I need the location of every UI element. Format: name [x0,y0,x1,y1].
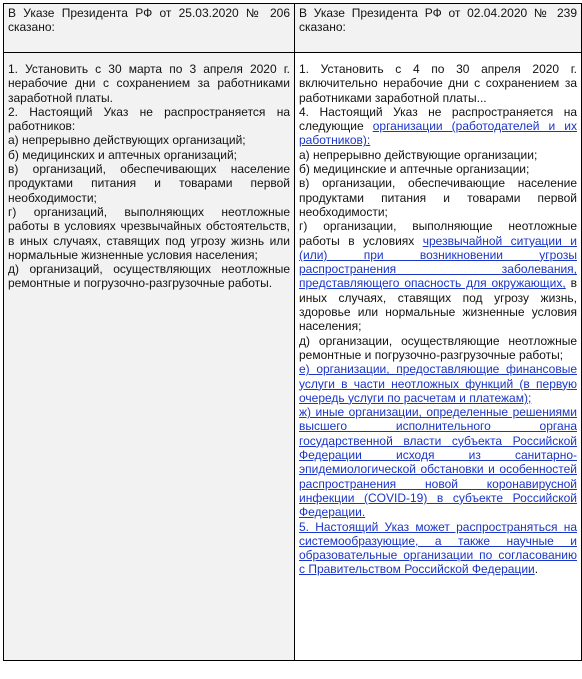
decree-239-item-zh: ж) иные организации, определенные решениями высшего исполнительного органа государственной власти субъекта Российской Федерации исходя из санитарно-эпидемиологической обстановки и особенностей распространения новой коронавирусной инфекции (COVID-19) в субъекте Российской Федерации. [299,405,577,520]
item-g-suffix: в иных случаях, ставящих под угрозу жизнь, здоровье или нормальные жизненные условия населения; [299,276,577,334]
decree-206-item-a: а) непрерывно действующих организаций; [8,133,246,148]
decree-206-text [4,53,295,661]
decree-206-item-1: 1. Установить с 30 марта по 3 апреля 2020 г. нерабочие дни с сохранением за работниками заработной платы. [8,62,290,105]
decree-206-item-v: в) организаций, обеспечивающих население продуктами питания и товарами первой необходимости; [8,162,290,205]
spacer [299,54,577,62]
changed-text-emergency: чрезвычайной ситуации и (или) при возникновении угрозы распространения заболевания, представляющего опасность для окружающих, [299,233,577,291]
content-row [4,53,582,661]
header-decree-206: В Указе Президента РФ от 25.03.2020 № 206 сказано: [4,4,295,53]
decree-239-item-1: 1. Установить с 4 по 30 апреля 2020 г. включительно нерабочие дни с сохранением за работниками заработной платы... [299,62,577,105]
item-5-period: . [534,562,539,577]
comparison-table [3,3,582,661]
decree-239-item-e: е) организации, предоставляющие финансовые услуги в части неотложных функций (в первую очередь услуги по расчетам и платежам); [299,362,577,405]
decree-239-item-v: в) организации, обеспечивающие население продуктами питания и товарами первой необходимости; [299,176,577,219]
spacer [8,54,290,62]
changed-text-organizations: организации (работодателей и их работников): [299,119,578,148]
decree-239-text [295,53,582,661]
decree-206-item-b: б) медицинских и аптечных организаций; [8,147,237,162]
decree-239-item-5 [299,520,577,577]
decree-239-item-d: д) организации, осуществляющие неотложные ремонтные и погрузочно-разгрузочные работы; [299,333,577,362]
decree-206-item-2: 2. Настоящий Указ не распространяется на работников: [8,104,290,134]
decree-206-item-g: г) организаций, выполняющих неотложные работы в условиях чрезвычайных обстоятельств, в иных случаях, ставящих под угрозу жизнь или нормальные жизненные условия населения; [8,204,290,262]
item-5-text: 5. Настоящий Указ может распространяться на системообразующие, а также научные и образовательные организации по согласованию с Правительством Российской Федерации [299,519,577,577]
item-g-prefix: г) организации, выполняющие неотложные работы в условиях [299,219,577,248]
header-decree-239: В Указе Президента РФ от 02.04.2020 № 239 сказано: [295,4,582,53]
decree-206-item-d: д) организаций, осуществляющих неотложные ремонтные и погрузочно-разгрузочные работы. [8,262,290,291]
decree-239-item-4 [299,105,577,148]
item-4-prefix: 4. Настоящий Указ не распространяется на следующие [299,104,577,134]
decree-239-item-a: а) непрерывно действующие организации; [299,147,538,162]
decree-239-item-g [299,219,577,333]
header-row [4,4,582,53]
decree-239-item-b: б) медицинские и аптечные организации; [299,162,530,177]
